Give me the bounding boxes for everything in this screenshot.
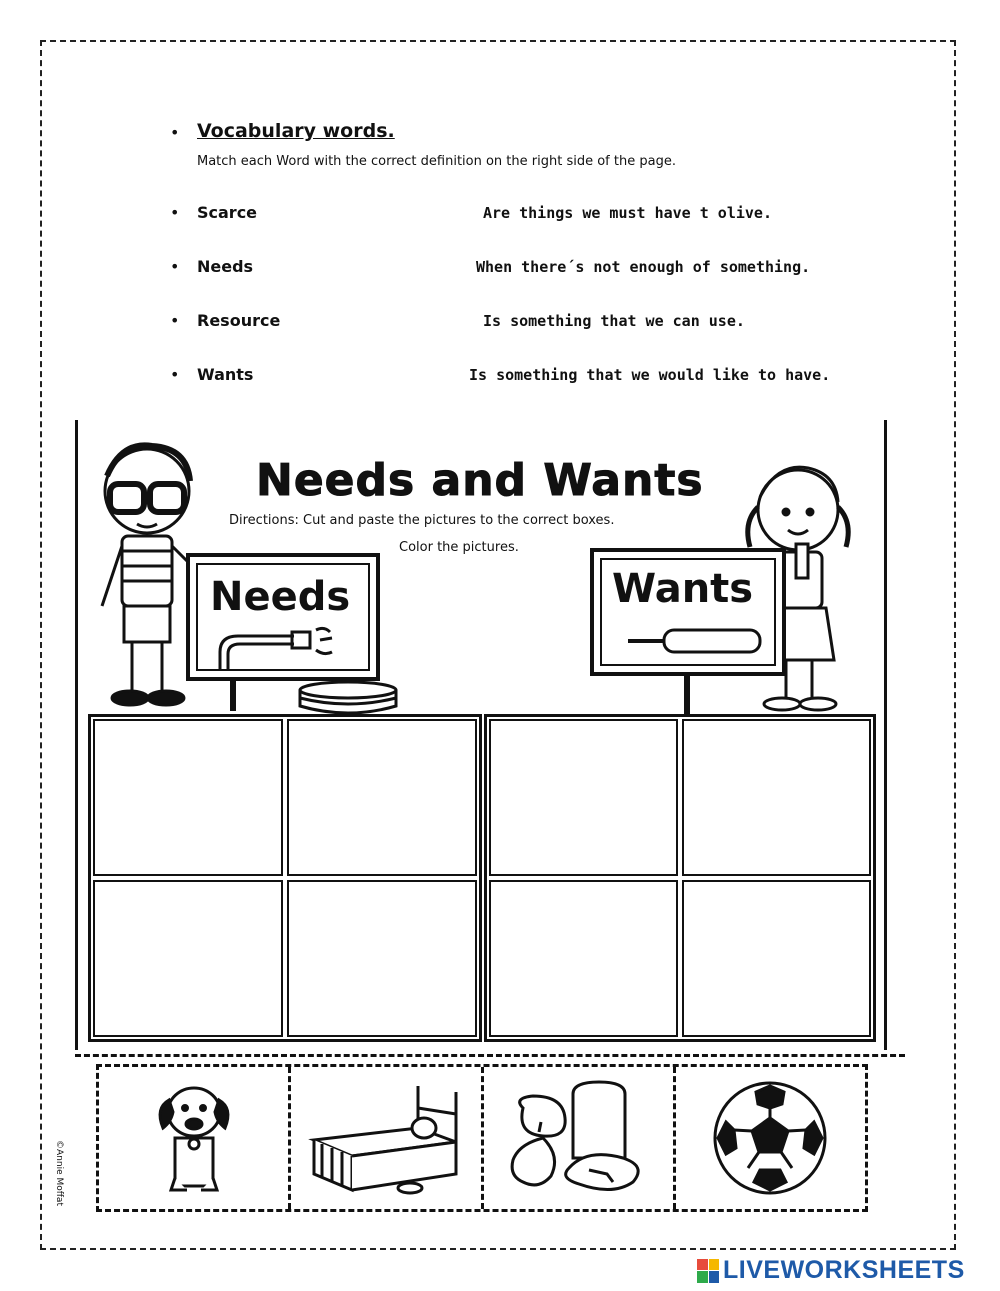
bullet: • [170, 123, 180, 142]
vocab-definition[interactable]: Is something that we would like to have. [469, 366, 831, 384]
worksheet-title: Needs and Wants [256, 455, 704, 506]
wants-drop-area [484, 714, 876, 1042]
cutout-soccer-ball[interactable] [676, 1067, 865, 1209]
liveworksheets-mark-icon [697, 1259, 719, 1283]
vocab-definition[interactable]: Is something that we can use. [483, 312, 745, 330]
liveworksheets-logo [697, 1256, 965, 1285]
needs-drop-box[interactable] [287, 719, 477, 876]
wants-drop-box[interactable] [489, 880, 678, 1037]
needs-sign-label: Needs [210, 574, 351, 620]
needs-drop-box[interactable] [93, 719, 283, 876]
vocab-instructions: Match each Word with the correct definition on the right side of the page. [197, 154, 676, 169]
cutout-food[interactable] [484, 1067, 676, 1209]
bullet: • [170, 311, 180, 330]
copyright-text: ©Annie Moffat [54, 1140, 64, 1206]
worksheet-color-instruction: Color the pictures. [399, 540, 519, 555]
needs-drop-box[interactable] [287, 880, 477, 1037]
vocab-word[interactable]: Resource [197, 311, 281, 330]
worksheet-directions: Directions: Cut and paste the pictures to the correct boxes. [229, 513, 615, 528]
sign-post [684, 676, 690, 714]
wants-drop-box[interactable] [489, 719, 678, 876]
bed-icon [306, 1078, 466, 1198]
wants-sign-label: Wants [612, 566, 754, 612]
vocab-definition[interactable]: Are things we must have t olive. [483, 204, 772, 222]
cutout-row [96, 1064, 868, 1212]
cutout-dog[interactable] [99, 1067, 291, 1209]
needs-drop-area [88, 714, 482, 1042]
popsicle-icon [624, 626, 764, 656]
liveworksheets-brand-text: LIVEWORKSHEETS [723, 1256, 965, 1284]
vocab-word[interactable]: Scarce [197, 203, 258, 222]
vocab-word[interactable]: Needs [197, 257, 254, 276]
bullet: • [170, 365, 180, 384]
vocab-definition[interactable]: When there´s not enough of something. [476, 258, 811, 276]
dog-icon [149, 1078, 239, 1198]
tire-icon [296, 680, 400, 714]
bullet: • [170, 257, 180, 276]
needs-drop-box[interactable] [93, 880, 283, 1037]
food-icon [503, 1078, 653, 1198]
vocab-title: Vocabulary words. [197, 120, 395, 142]
wants-drop-box[interactable] [682, 880, 871, 1037]
soccer-ball-icon [710, 1078, 830, 1198]
bullet: • [170, 203, 180, 222]
cutout-bed[interactable] [291, 1067, 483, 1209]
hose-icon [212, 622, 352, 674]
wants-drop-box[interactable] [682, 719, 871, 876]
cut-line [75, 1054, 905, 1057]
sign-post [230, 681, 236, 711]
vocab-word[interactable]: Wants [197, 365, 254, 384]
